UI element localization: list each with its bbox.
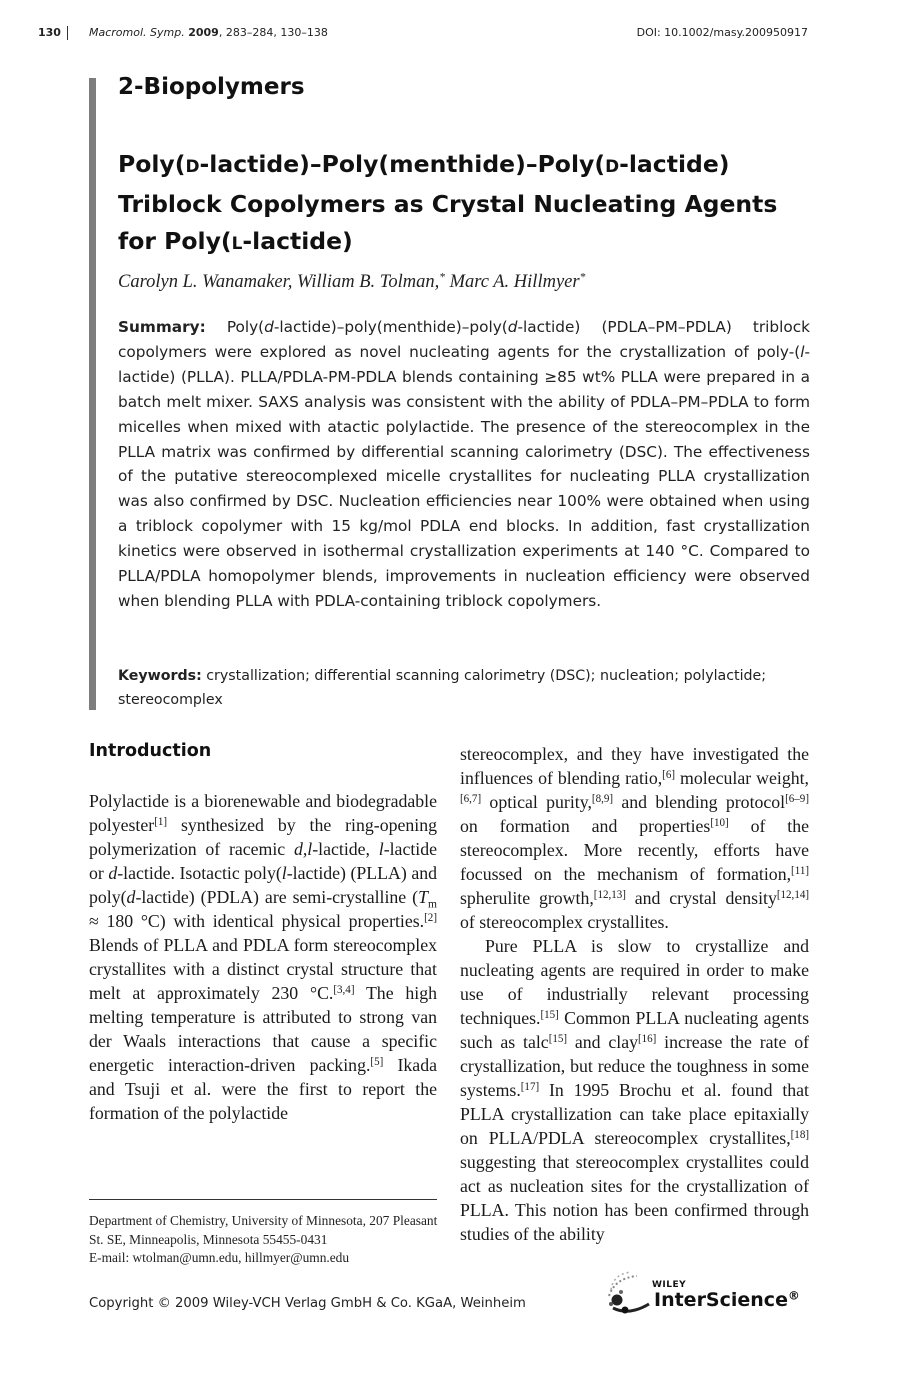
body-text: increase the rate of crystallization, but reduce the toughness in some systems. [460, 1032, 810, 1100]
body-text: of the stereocomplex. More recently, efforts have focussed on the mechanism of formation, [460, 816, 809, 884]
corresponding-mark: * [439, 271, 445, 284]
reference-link[interactable]: [3,4] [333, 983, 355, 996]
title-fragment: -lactide) [619, 150, 730, 178]
body-text: -lactide. Isotactic poly( [117, 863, 282, 883]
body-text: of stereocomplex crystallites. [460, 912, 669, 932]
wiley-wordmark: WILEY [652, 1280, 687, 1290]
body-column-right [460, 742, 809, 1246]
body-text: ≈ 180 °C) with identical physical properties. [89, 911, 425, 931]
body-text: and clay [567, 1032, 638, 1052]
reference-link[interactable]: [12,13] [593, 888, 626, 901]
article-title [118, 146, 818, 263]
reference-link[interactable]: [6] [662, 768, 676, 781]
body-text: Polylactide is a biorenewable and biodegradable polyester [89, 791, 437, 835]
body-text: -lactide) (PLLA) and poly( [89, 863, 437, 907]
summary-label: Summary: [118, 318, 206, 336]
body-italic: d [126, 887, 136, 907]
title-fragment: for Poly( [118, 227, 232, 255]
interscience-wordmark [654, 1289, 800, 1311]
reference-link[interactable]: [15] [548, 1032, 568, 1045]
abstract-summary [118, 315, 810, 614]
body-text: molecular weight, [675, 768, 809, 788]
title-line-2: Triblock Copolymers as Crystal Nucleating Agents [118, 189, 778, 218]
reference-link[interactable]: [6–9] [785, 792, 809, 805]
summary-italic: d [507, 318, 518, 336]
reference-link[interactable]: [11] [791, 864, 809, 877]
body-italic: d [108, 863, 118, 883]
reference-link[interactable]: [12,14] [776, 888, 809, 901]
body-text: suggesting that stereocomplex crystallites could act as nucleation sites for the crystallization of PLLA. This notion has been confirmed through studies of the ability [460, 1152, 809, 1244]
affiliation-email[interactable]: E-mail: wtolman@umn.edu, hillmyer@umn.edu [89, 1250, 350, 1265]
interscience-text: InterScience [654, 1289, 788, 1311]
reference-link[interactable]: [1] [154, 815, 168, 828]
introduction-heading: Introduction [89, 741, 212, 761]
author-list [118, 272, 585, 293]
body-column-left [89, 789, 437, 1125]
body-text: stereocomplex, and they have investigated the influences of blending ratio, [460, 744, 809, 788]
paragraph [460, 742, 809, 934]
reference-link[interactable]: [10] [710, 816, 729, 829]
author-hillmyer: Marc A. Hillmyer [449, 272, 580, 292]
journal-volume-pages: , 283–284, 130–138 [218, 26, 328, 39]
reference-link[interactable]: [17] [520, 1080, 540, 1093]
affiliation-footnote [89, 1212, 449, 1268]
body-text: optical purity, [481, 792, 592, 812]
body-italic: d,l [293, 839, 313, 859]
summary-text: -lactide)–poly(menthide)–poly( [273, 318, 508, 336]
body-text: and crystal density [625, 888, 777, 908]
body-text: spherulite growth, [460, 888, 594, 908]
wiley-interscience-logo [605, 1266, 815, 1316]
doi-link[interactable]: DOI: 10.1002/masy.200950917 [636, 26, 808, 39]
page-number: 130 [38, 26, 68, 40]
title-d-prefix: D [605, 156, 620, 176]
keywords-label: Keywords: [118, 668, 202, 684]
keywords [118, 664, 810, 712]
body-text: synthesized by the ring-opening polymerization of racemic [89, 815, 437, 859]
journal-citation [89, 26, 328, 40]
reference-link[interactable]: [2] [424, 911, 437, 924]
journal-year: 2009 [188, 26, 219, 39]
summary-italic: d [264, 318, 274, 336]
body-text: Blends of PLLA and PDLA form stereocomplex crystallites with a distinct crystal structure that melt at approximately 230 °C. [89, 935, 437, 1003]
registered-mark: ® [787, 1288, 800, 1303]
body-text: -lactide) (PDLA) are semi-crystalline ( [135, 887, 419, 907]
abstract-side-bar [89, 78, 96, 710]
footnote-divider [89, 1199, 437, 1200]
melting-temp-symbol: T [418, 887, 428, 907]
body-text: Common PLLA nucleating agents such as talc [460, 1008, 809, 1052]
reference-link[interactable]: [8,9] [591, 792, 614, 805]
body-italic: l [378, 839, 384, 859]
reference-link[interactable]: [15] [540, 1008, 559, 1021]
summary-italic: l [800, 342, 805, 361]
journal-name: Macromol. Symp. [89, 26, 185, 39]
affiliation-address: Department of Chemistry, University of Minnesota, 207 Pleasant St. SE, Minneapolis, Minnesota 55455-0431 [89, 1213, 438, 1247]
section-label: 2-Biopolymers [118, 74, 305, 100]
author-tolman: William B. Tolman, [297, 272, 440, 292]
body-text: -lactide or [89, 839, 437, 883]
body-text: on formation and properties [460, 816, 711, 836]
body-text: and blending protocol [613, 792, 786, 812]
body-text: In 1995 Brochu et al. found that PLLA crystallization can take place epitaxially on PLLA/PDLA stereocomplex crystallites, [460, 1080, 809, 1148]
summary-text: Poly( [205, 318, 265, 336]
keywords-text: crystallization; differential scanning calorimetry (DSC); nucleation; polylactide; stereocomplex [118, 668, 767, 708]
melting-temp-subscript: m [428, 897, 437, 911]
title-l-prefix: L [231, 233, 243, 253]
title-fragment: Poly( [118, 150, 186, 178]
summary-text: -lactide) (PLLA). PLLA/PDLA-PM-PDLA blends containing ≥85 wt% PLLA were prepared in a batch melt mixer. SAXS analysis was consistent with the ability of PDLA–PM–PDLA to form micelles when mixed with atactic polylactide. The presence of the stereocomplex in the PLLA matrix was confirmed by differential scanning calorimetry (DSC). The effectiveness of the putative stereocomplexed micelle crystallites for nucleating PLLA crystallization was also confirmed by DSC. Nucleation efficiencies near 100% were obtained when using a triblock copolymer with 15 kg/mol PDLA end blocks. In addition, fast crystallization kinetics were observed in isothermal crystallization experiments at 140 °C. Compared to PLLA/PDLA homopolymer blends, improvements in nucleation efficiency were observed when blending PLLA with PDLA-containing triblock copolymers. [118, 342, 810, 610]
body-text: Pure PLLA is slow to crystallize and nucleating agents are required in order to make use of industrially relevant processing techniques. [460, 936, 809, 1028]
copyright-notice: Copyright © 2009 Wiley-VCH Verlag GmbH & Co. KGaA, Weinheim [89, 1296, 526, 1311]
reference-link[interactable]: [16] [637, 1032, 657, 1045]
body-text: -lactide, [312, 839, 379, 859]
title-fragment: -lactide)–Poly(menthide)–Poly( [199, 150, 606, 178]
paragraph [460, 934, 809, 1246]
body-italic: l [281, 863, 287, 883]
title-fragment: -lactide) [242, 227, 353, 255]
body-text: The high melting temperature is attributed to strong van der Waals interactions that cause a specific energetic interaction-driven packing. [89, 983, 437, 1075]
body-text: Ikada and Tsuji et al. were the first to report the formation of the polylactide [89, 1055, 437, 1123]
reference-link[interactable]: [6,7] [460, 792, 482, 805]
corresponding-mark: * [579, 271, 586, 284]
title-d-prefix: D [185, 156, 200, 176]
reference-link[interactable]: [18] [790, 1128, 809, 1141]
reference-link[interactable]: [5] [370, 1055, 384, 1068]
author-wanamaker: Carolyn L. Wanamaker, [118, 272, 298, 292]
globe-swoosh-icon [605, 1268, 657, 1316]
summary-text: -lactide) (PDLA–PM–PDLA) triblock copolymers were explored as novel nucleating agents for the crystallization of poly-( [118, 318, 810, 361]
